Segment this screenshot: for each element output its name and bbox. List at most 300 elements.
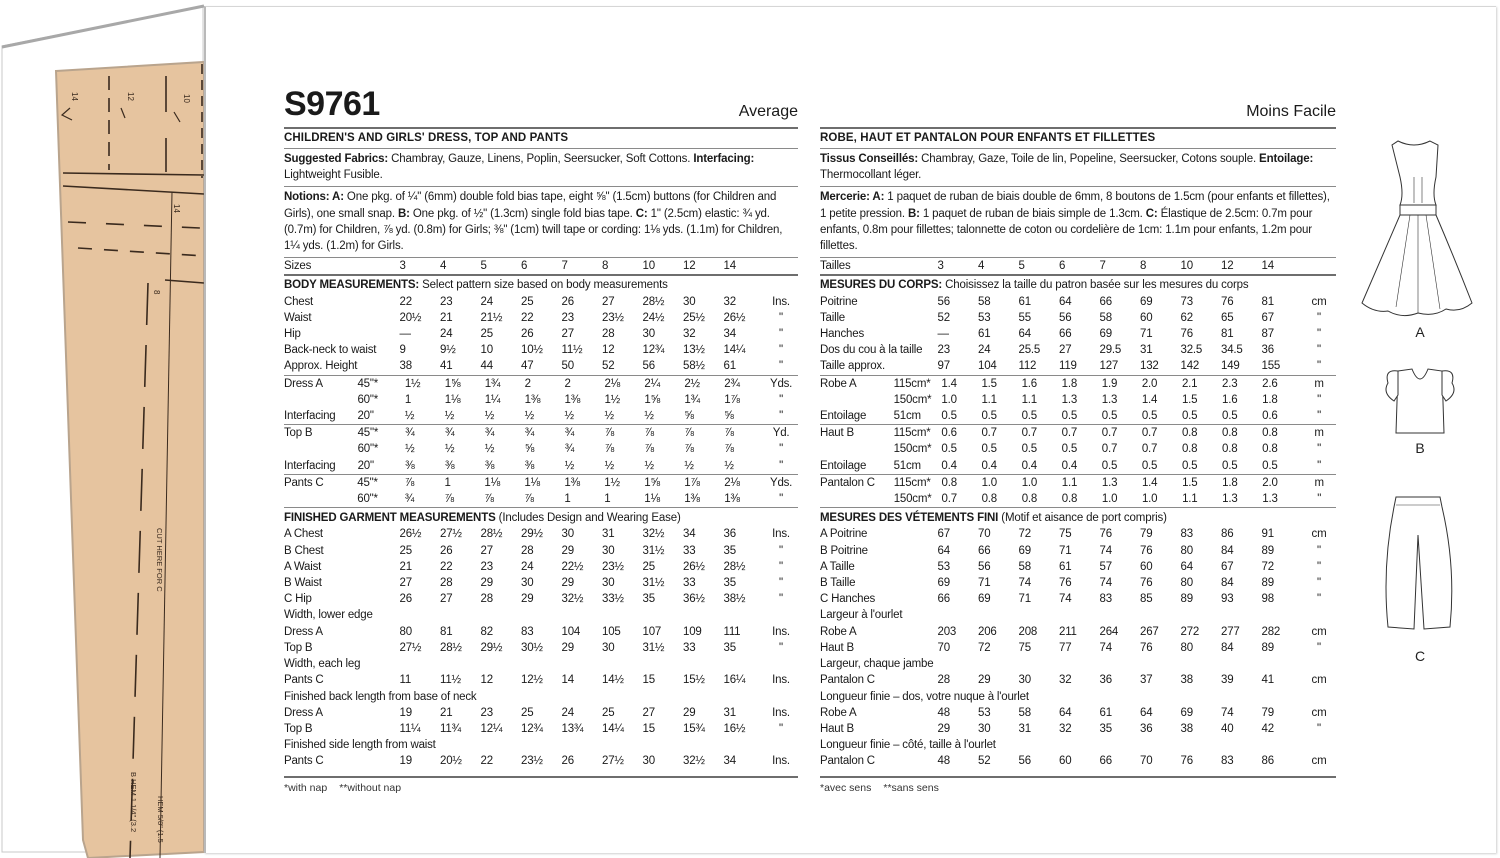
yardage-value: 0.5 — [1222, 459, 1238, 472]
yardage-value: 1.0 — [941, 393, 957, 406]
table-row — [284, 705, 798, 721]
unit-label: m — [1314, 427, 1324, 440]
cell-value: 35 — [642, 593, 655, 606]
pattern-mark-12: 12 — [126, 92, 135, 101]
cell-value: 42 — [1261, 722, 1274, 735]
sizes-label: Sizes — [284, 260, 312, 273]
garment-label — [284, 441, 358, 457]
unit-label: Ins. — [772, 625, 790, 638]
table-row — [820, 689, 1336, 705]
yardage-value: 0.8 — [1222, 427, 1238, 440]
cell-value: 27 — [440, 593, 453, 606]
cell-value: 69 — [978, 593, 991, 606]
cell-value: 61 — [1018, 295, 1031, 308]
unit-label: " — [779, 410, 784, 423]
table-row — [284, 737, 798, 753]
yardage-value: 0.8 — [1181, 443, 1198, 456]
yardage-value: ⅞ — [404, 476, 415, 489]
garment-label — [820, 392, 894, 408]
yardage-value: 0.5 — [981, 410, 997, 423]
cell-value: 33½ — [602, 593, 624, 606]
cell-value: 69 — [1018, 544, 1031, 557]
cell-value: 35 — [723, 544, 736, 557]
cell-value: 61 — [723, 360, 736, 373]
fabric-width: 20" — [357, 459, 374, 472]
unit-label: Yds. — [769, 377, 793, 390]
cell-value: 29 — [937, 722, 950, 735]
cell-value: 32 — [683, 328, 696, 341]
cell-value: 12 — [602, 344, 615, 357]
size-header: 6 — [521, 260, 528, 273]
table-row — [820, 342, 1336, 358]
cell-value: 32½ — [642, 528, 665, 541]
cell-value: 64 — [1180, 560, 1193, 573]
yardage-value: 1.3 — [1262, 493, 1278, 506]
size-header: 14 — [1261, 260, 1274, 273]
subsection-heading: Width, each leg — [284, 658, 361, 671]
cell-value: 32 — [1059, 722, 1072, 735]
yardage-value: 1 — [604, 493, 611, 506]
sizes-row — [284, 258, 798, 274]
cell-value: 55 — [1018, 311, 1031, 324]
yardage-value: 0.7 — [1061, 427, 1078, 440]
yardage-value: ⅝ — [724, 410, 734, 423]
yardage-value: 0.7 — [1101, 443, 1118, 456]
unit-label: " — [1317, 493, 1322, 506]
yardage-value: ⅞ — [524, 493, 534, 506]
cell-value: 19 — [399, 706, 412, 719]
yardage-value: ½ — [604, 459, 614, 472]
cell-value: 80 — [1180, 641, 1193, 654]
row-label: Taille — [820, 311, 846, 324]
yardage-value: 0.4 — [1021, 459, 1037, 472]
cell-value: 86 — [1261, 755, 1274, 768]
cell-value: 66 — [937, 593, 950, 606]
table-row — [284, 640, 798, 656]
finished-measurements-table — [820, 526, 1336, 769]
cell-value: 60 — [1140, 560, 1153, 573]
cell-value: 76 — [1180, 328, 1193, 341]
cell-value: 66 — [1059, 328, 1072, 341]
yardage-value: ⅜ — [405, 459, 415, 472]
cell-value: 30½ — [521, 641, 543, 654]
cell-value: 53 — [978, 311, 991, 324]
unit-label: cm — [1311, 755, 1327, 768]
cell-value: 57 — [1099, 560, 1112, 573]
cell-value: 28½ — [642, 295, 665, 308]
yardage-value: ⅞ — [484, 493, 494, 506]
yardage-row — [284, 392, 798, 408]
size-header: 6 — [1059, 260, 1066, 273]
yardage-value: 1.3 — [1101, 393, 1118, 406]
cell-value: 21 — [440, 311, 453, 324]
cell-value: 83 — [1221, 755, 1234, 768]
cell-value: 58 — [978, 295, 991, 308]
yardage-table — [820, 475, 1336, 507]
unit-label: m — [1314, 476, 1324, 489]
cell-value: 30 — [602, 544, 615, 557]
yardage-row — [284, 425, 798, 441]
yardage-value: 0.8 — [981, 493, 997, 506]
yardage-value: 1.8 — [1262, 393, 1278, 406]
unit-label: " — [1317, 410, 1322, 423]
yardage-value: 0.6 — [1262, 410, 1278, 423]
cell-value: 64 — [937, 544, 950, 557]
yardage-value: 1.1 — [981, 393, 997, 406]
yardage-row — [284, 408, 798, 424]
yardage-value: ⅜ — [444, 459, 455, 472]
row-label: Poitrine — [820, 295, 858, 308]
unit-label: " — [1317, 443, 1322, 456]
cell-value: 15½ — [683, 674, 705, 687]
size-header: 3 — [399, 260, 406, 273]
cell-value: 27½ — [399, 641, 422, 654]
cell-value: 12¾ — [521, 722, 543, 735]
cell-value: 29 — [561, 544, 574, 557]
yardage-value: 1.3 — [1061, 393, 1078, 406]
cell-value: 48 — [937, 755, 950, 768]
yardage-value: 1⅞ — [684, 476, 700, 489]
cell-value: 29.5 — [1099, 344, 1122, 357]
view-label-c: C — [1414, 648, 1426, 664]
yardage-value: 1.3 — [1101, 476, 1118, 489]
cell-value: 28 — [440, 577, 453, 590]
yardage-value: 1 — [444, 476, 451, 489]
cell-value: 84 — [1221, 544, 1234, 557]
cell-value: 208 — [1018, 625, 1038, 638]
fabric-width: 45"* — [357, 476, 378, 489]
cell-value: 29½ — [480, 641, 503, 654]
cell-value: 203 — [937, 625, 957, 638]
yardage-value: ½ — [724, 459, 734, 472]
row-label: C Hip — [284, 593, 312, 606]
size-header: 10 — [642, 260, 655, 273]
cell-value: 31½ — [642, 544, 665, 557]
cell-value: 80 — [1180, 544, 1193, 557]
cell-value: 24½ — [642, 311, 665, 324]
cell-value: 56 — [937, 295, 950, 308]
table-row — [284, 543, 798, 559]
cell-value: 64 — [1018, 328, 1031, 341]
garment-label: Dress A — [284, 377, 323, 390]
cell-value: 29 — [561, 577, 574, 590]
yardage-value: 1.0 — [981, 476, 997, 489]
cell-value: 81 — [1221, 328, 1234, 341]
cell-value: 40 — [1221, 722, 1234, 735]
cell-value: 79 — [1261, 706, 1274, 719]
cell-value: 12¾ — [642, 344, 665, 357]
cell-value: 81 — [440, 625, 453, 638]
yardage-value: ½ — [564, 410, 574, 423]
cell-value: 30 — [978, 722, 991, 735]
cell-value: 66 — [1099, 295, 1112, 308]
cell-value: 29½ — [521, 528, 543, 541]
unit-label: cm — [1311, 674, 1327, 687]
cell-value: 65 — [1221, 311, 1234, 324]
unit-spacer — [1302, 258, 1336, 274]
yardage-value: 1⅜ — [524, 393, 541, 406]
cell-value: 35 — [723, 641, 736, 654]
cell-value: 25 — [521, 295, 534, 308]
cell-value: 64 — [1059, 706, 1072, 719]
size-header: 4 — [978, 260, 985, 273]
unit-label: " — [779, 443, 784, 456]
cell-value: 38 — [1180, 722, 1193, 735]
body-measurements-heading: BODY MEASUREMENTS: Select pattern size based on body measurements — [284, 279, 668, 292]
size-header: 8 — [602, 260, 609, 273]
yardage-value: 1¾ — [484, 377, 501, 390]
yardage-row — [820, 441, 1336, 457]
cell-value: 20½ — [440, 755, 462, 768]
finished-measurements-heading: MESURES DES VÉTEMENTS FINI (Motif et aisance de port compris) — [820, 512, 1167, 525]
yardage-value: 2 — [524, 377, 531, 390]
cell-value: 15¾ — [683, 722, 705, 735]
table-row — [284, 591, 798, 607]
yardage-value: 0.4 — [981, 459, 997, 472]
cell-value: 53 — [937, 560, 950, 573]
cell-value: 58½ — [683, 360, 705, 373]
unit-label: Ins. — [772, 755, 790, 768]
yardage-row — [820, 475, 1336, 491]
unit-label: " — [779, 344, 783, 357]
yardage-value: 0.7 — [1021, 427, 1037, 440]
sizes-table — [284, 258, 798, 274]
cell-value: 35 — [723, 577, 736, 590]
cell-value: 26 — [399, 593, 412, 606]
yardage-value: 0.8 — [941, 476, 957, 489]
table-row — [820, 526, 1336, 542]
row-label: B Poitrine — [820, 544, 868, 557]
yardage-value: 2 — [564, 377, 571, 390]
yardage-value: 1.1 — [1182, 493, 1198, 506]
cell-value: 87 — [1261, 328, 1274, 341]
yardage-value: 1.1 — [1061, 476, 1078, 489]
cell-value: 56 — [1018, 755, 1031, 768]
cell-value: 31½ — [642, 577, 665, 590]
cell-value: 25 — [602, 706, 615, 719]
cell-value: 26 — [561, 755, 574, 768]
row-label: Haut B — [820, 722, 854, 735]
yardage-value: ½ — [484, 410, 495, 423]
garment-label: Top B — [284, 427, 313, 440]
yardage-value: 0.8 — [1262, 443, 1278, 456]
sizes-table — [820, 258, 1336, 274]
cell-value: 86 — [1221, 528, 1234, 541]
cell-value: 31 — [723, 706, 736, 719]
unit-label: " — [779, 459, 784, 472]
unit-label: m — [1314, 377, 1324, 390]
difficulty-level-fr: Moins Facile — [1246, 103, 1336, 120]
size-header: 3 — [937, 260, 944, 273]
row-label: B Waist — [284, 577, 322, 590]
cell-value: 10½ — [521, 344, 543, 357]
cell-value: 80 — [399, 625, 412, 638]
yardage-value: 1.4 — [941, 377, 957, 390]
cell-value: 89 — [1261, 544, 1274, 557]
finished-measurements-heading: FINISHED GARMENT MEASUREMENTS (Includes Design and Wearing Ease) — [284, 512, 681, 525]
fabric-width: 150cm* — [893, 493, 932, 506]
yardage-table — [820, 376, 1336, 425]
table-row — [820, 705, 1336, 721]
cell-value: 72 — [1018, 528, 1031, 541]
cell-value: 23 — [440, 295, 453, 308]
garment-label: Entoilage — [820, 410, 867, 423]
yardage-value: 1⅛ — [524, 476, 540, 489]
cell-value: 277 — [1221, 625, 1240, 638]
cell-value: 33 — [683, 641, 696, 654]
row-label: Hanches — [820, 328, 864, 341]
cell-value: 76 — [1099, 528, 1112, 541]
unit-label: " — [779, 311, 783, 324]
table-row — [284, 689, 798, 705]
size-header: 7 — [1099, 260, 1106, 273]
table-row — [284, 559, 798, 575]
cut-here-label: CUT HERE FOR C — [155, 528, 164, 592]
table-row — [820, 326, 1336, 342]
cell-value: 27½ — [602, 755, 624, 768]
cell-value: 26½ — [399, 528, 422, 541]
cell-value: 28½ — [480, 528, 503, 541]
row-label: Dos du cou à la taille — [820, 344, 923, 357]
unit-label: Ins. — [772, 528, 790, 541]
table-row — [820, 358, 1336, 374]
french-tables — [820, 258, 1336, 793]
cell-value: 109 — [683, 625, 702, 638]
unit-label: Yds. — [769, 476, 793, 489]
cell-value: 76 — [1180, 755, 1193, 768]
table-row — [820, 575, 1336, 591]
french-column — [820, 7, 1336, 794]
unit-label: " — [779, 493, 784, 506]
yardage-value: ⅞ — [724, 427, 734, 440]
cell-value: 21 — [399, 560, 412, 573]
cell-value: 22½ — [561, 560, 584, 573]
cell-value: 23 — [937, 344, 950, 357]
garment-label: Pantalon C — [820, 476, 875, 489]
fabric-width: 60"* — [357, 393, 379, 406]
yardage-value: 1½ — [604, 476, 620, 489]
cell-value: 127 — [1099, 360, 1119, 373]
unit-label: " — [1317, 722, 1321, 735]
cell-value: 56 — [642, 360, 655, 373]
unit-label: " — [1317, 344, 1321, 357]
top-icon — [1386, 369, 1454, 433]
cell-value: 13¾ — [561, 722, 584, 735]
cell-value: 32 — [723, 295, 736, 308]
row-label: Dress A — [284, 706, 323, 719]
cell-value: 27 — [561, 328, 574, 341]
fabric-width: 150cm* — [893, 393, 932, 406]
cell-value: 93 — [1221, 593, 1234, 606]
fabric-width: 45"* — [357, 427, 379, 440]
table-row — [284, 656, 798, 672]
yardage-value: 2.3 — [1222, 377, 1238, 390]
cell-value: 31 — [1018, 722, 1031, 735]
yardage-value: 0.5 — [941, 443, 957, 456]
table-row — [284, 753, 798, 769]
difficulty-level: Average — [738, 103, 798, 120]
cell-value: 10 — [480, 344, 493, 357]
cell-value: 16¼ — [723, 674, 746, 687]
cell-value: 28½ — [440, 641, 462, 654]
yardage-value: ¾ — [444, 427, 455, 440]
yardage-value: 0.8 — [1181, 427, 1198, 440]
unit-label: " — [1317, 393, 1322, 406]
unit-label: " — [1317, 560, 1321, 573]
unit-label: " — [779, 593, 783, 606]
cell-value: 149 — [1221, 360, 1240, 373]
yardage-value: 1⅛ — [484, 476, 500, 489]
yardage-value: 0.5 — [1021, 410, 1037, 423]
yardage-value: ⅞ — [604, 427, 614, 440]
cell-value: 37 — [1140, 674, 1153, 687]
cell-value: 20½ — [399, 311, 422, 324]
yardage-value: ⅞ — [644, 427, 654, 440]
cell-value: 74 — [1099, 641, 1112, 654]
cell-value: 26½ — [683, 560, 705, 573]
cell-value: 69 — [1140, 295, 1153, 308]
subsection-heading: Largeur à l'ourlet — [820, 609, 903, 622]
yardage-value: 0.5 — [981, 443, 997, 456]
unit-label: " — [1317, 459, 1322, 472]
cell-value: 28 — [480, 593, 493, 606]
table-row — [820, 721, 1336, 737]
cell-value: 83 — [1099, 593, 1112, 606]
table-row — [820, 656, 1336, 672]
cell-value: 22 — [480, 755, 493, 768]
cell-value: 58 — [1018, 706, 1031, 719]
cell-value: 32½ — [683, 755, 705, 768]
yardage-value: ½ — [444, 410, 455, 423]
cell-value: 85 — [1140, 593, 1153, 606]
cell-value: 28 — [602, 328, 615, 341]
cell-value: 76 — [1140, 577, 1153, 590]
cell-value: 27 — [1059, 344, 1072, 357]
table-row — [284, 310, 798, 326]
cell-value: 11¼ — [399, 722, 421, 735]
yardage-value: 0.5 — [1181, 410, 1198, 423]
cell-value: 119 — [1059, 360, 1077, 373]
yardage-value: 2¾ — [724, 377, 740, 390]
cell-value: 30 — [1018, 674, 1031, 687]
yardage-value: 0.8 — [1021, 493, 1038, 506]
size-header: 10 — [1180, 260, 1193, 273]
yardage-value: 2½ — [684, 377, 700, 390]
cell-value: 25 — [521, 706, 534, 719]
yardage-value: ½ — [484, 443, 495, 456]
fabric-width: 60"* — [357, 443, 379, 456]
body-measurements-heading: MESURES DU CORPS: Choisissez la taille du patron basée sur les mesures du corps — [820, 279, 1249, 292]
cell-value: 25.5 — [1018, 344, 1041, 357]
cell-value: 267 — [1140, 625, 1159, 638]
cell-value: 23½ — [602, 311, 624, 324]
cell-value: 142 — [1180, 360, 1200, 373]
table-row — [820, 294, 1336, 310]
yardage-value: 0.7 — [1141, 443, 1158, 456]
cell-value: 52 — [602, 360, 615, 373]
footnote-nap: *with nap — [284, 781, 328, 794]
english-column — [284, 7, 798, 794]
cell-value: 11½ — [440, 674, 461, 687]
yardage-value: 1.4 — [1141, 393, 1158, 406]
cell-value: 36 — [1261, 344, 1274, 357]
cell-value: 34 — [683, 528, 696, 541]
yardage-table — [284, 376, 798, 425]
unit-label: cm — [1311, 706, 1327, 719]
unit-label: " — [1317, 360, 1321, 373]
cell-value: 12½ — [521, 674, 543, 687]
garment-label — [820, 491, 894, 507]
